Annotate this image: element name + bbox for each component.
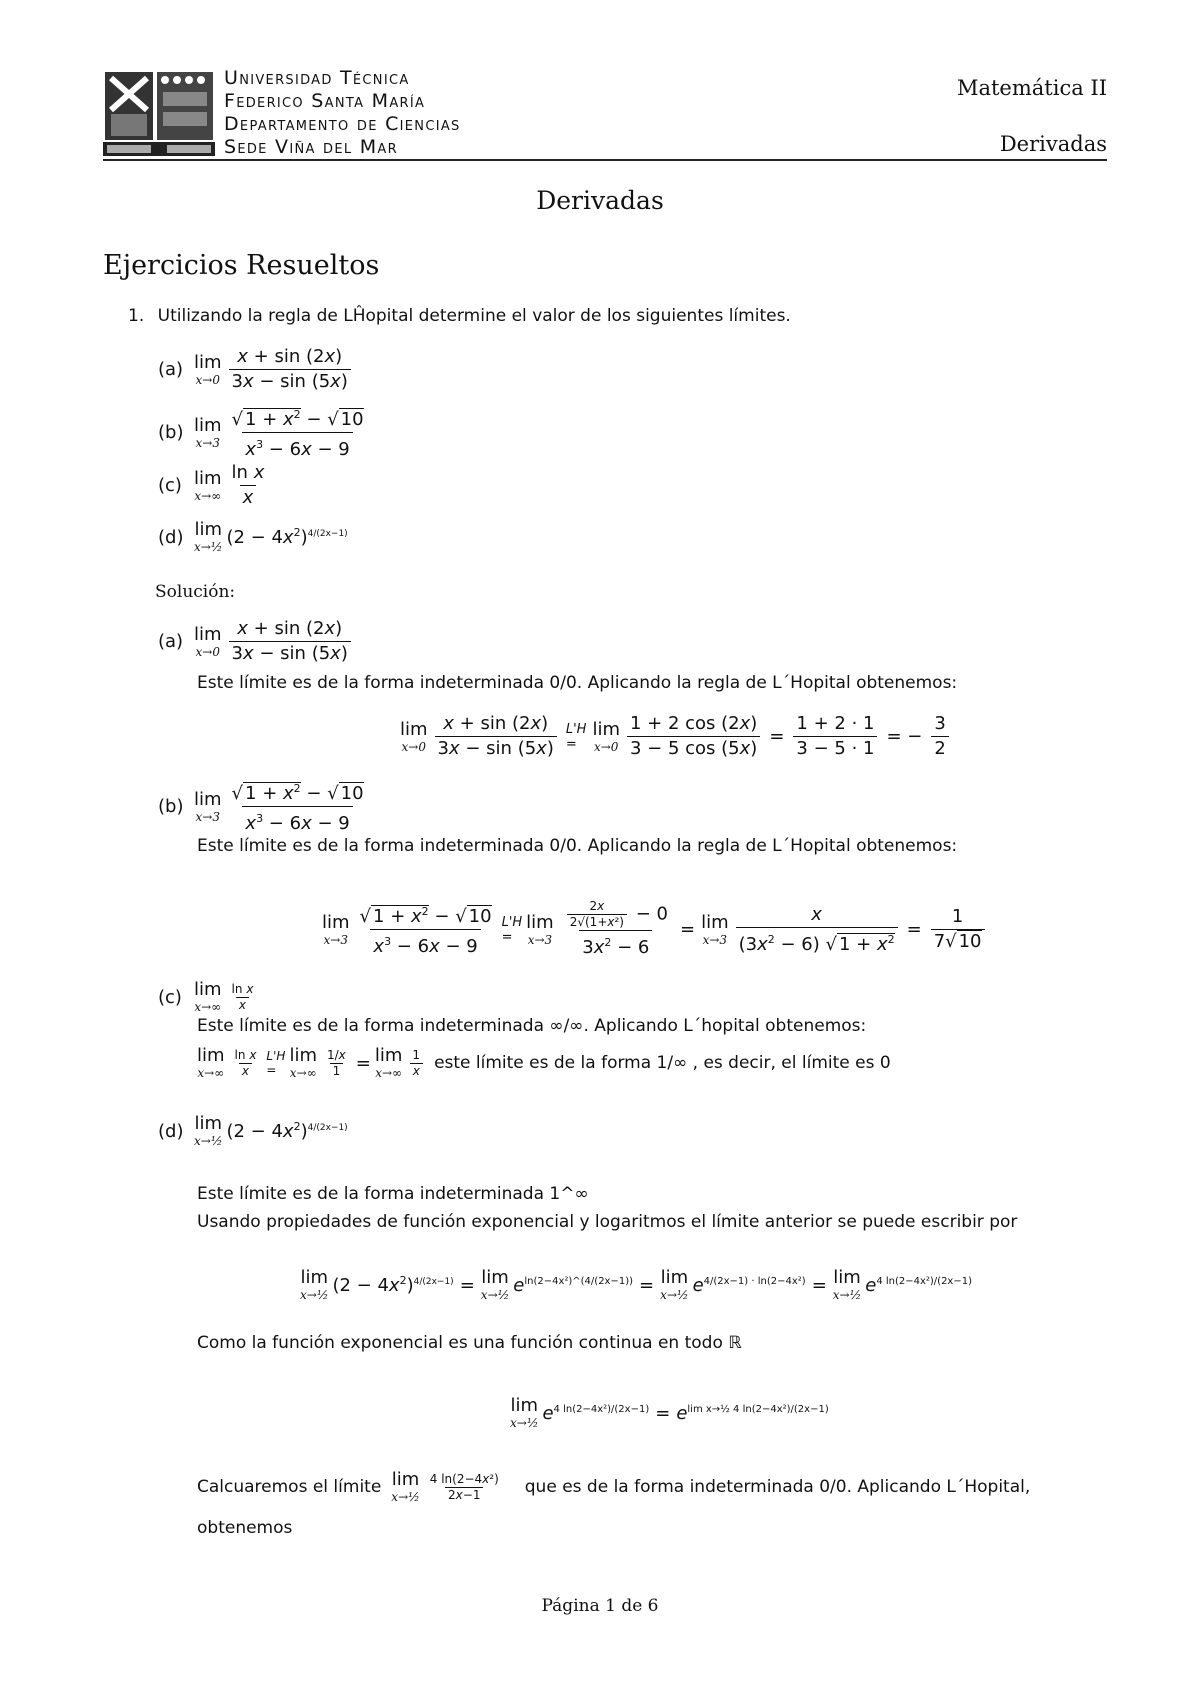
solution-label: Solución: [155, 582, 236, 602]
institution-block [224, 67, 461, 159]
header-rule [103, 159, 1107, 161]
exercise-d: (d) lim x→½ $(2 - 4x^2)^{4/(2x-1)}$ [158, 519, 348, 554]
course-name: Matemática II [956, 76, 1107, 100]
solution-d-text1: Este límite es de la forma indeterminada 1^∞ [197, 1184, 589, 1204]
solution-c-text: Este límite es de la forma indeterminada ∞/∞. Aplicando L´hopital obtenemos: [197, 1016, 867, 1036]
solution-d-equation1: lim x→½ $(2 - 4x^2)^{4/(2x-1)}$ = lim x→½ $e^{ln(2-4x^2)\^{}(4/(2x-1))}$ = lim x→½ $e^{4/(2x-1) \cdot ln(2-4x^2)}$ = lim x→½ $e^{4 ln(2-4x^2)/(2x-1)}$ [300, 1267, 972, 1302]
university-logo [103, 70, 215, 158]
institution-line: Sede Viña del Mar [224, 136, 398, 158]
solution-c-equation: lim x→∞ $\frac{\text{ln x}}{x}$ L'H = lim x→∞ $\frac{1/x}{1}$ = lim x→∞ $\frac{1}{x}$ este límite es de la forma 1/∞ , es decir, el límite es 0 [197, 1045, 891, 1080]
solution-a-equation: lim x→0 $\frac{x + \sin (2x)}{3x - \sin (5x)}$ L'H = lim x→0 $\frac{1 + 2 \cos (2x)}{3 - 5 \cos (5x)}$ = $\frac{1 + 2 \cdot 1}{3 - 5 \cdot 1}$ = − $\frac{3}{2}$ [400, 713, 952, 760]
solution-d-line4: Calcuaremos el límite lim x→½ $\frac{\text{4 ln(2−4x²)}}{2x-1}$ que es de la forma indeterminada 0/0. Aplicando L´Hopital, [197, 1469, 1031, 1504]
solution-d-text5: obtenemos [197, 1518, 293, 1538]
page-footer: Página 1 de 6 [541, 1596, 659, 1616]
solution-b-text: Este límite es de la forma indeterminada 0/0. Aplicando la regla de L´Hopital obtenemos: [197, 836, 958, 856]
solution-d-text3: Como la función exponencial es una función continua en todo ℝ [197, 1333, 742, 1353]
solution-d-header: (d) lim x→½ $(2 - 4x^2)^{4/(2x-1)}$ [158, 1113, 348, 1148]
solution-c-tail: este límite es de la forma 1/∞ , es decir, el límite es 0 [434, 1053, 891, 1073]
solution-d-equation2: lim x→½ $e^{4 ln(2-4x^2)/(2x-1)}$ = $e^{lim x\to\frac{1}{2} 4 ln(2-4x^2)/(2x-1)}$ [510, 1395, 829, 1430]
solution-d-text2: Usando propiedades de función exponencial y logaritmos el límite anterior se puede escribir por [197, 1212, 1018, 1232]
solution-c-header: (c) lim x→∞ $\frac{\text{ln x}}{x}$ [158, 979, 254, 1014]
institution-line: Federico Santa María [224, 90, 426, 112]
solution-b-header: (b) lim x→3 $\frac{√ 1 + x^2 - √ 10}{x^3 - 6x - 9}$ [158, 782, 364, 834]
exercise-c: (c) lim x→∞ $\frac{\text{ln x}}{x}$ [158, 462, 265, 508]
exercise-b: (b) lim x→3 $\frac{√ 1 + x^2 - √ 10}{x^3 - 6x - 9}$ [158, 408, 364, 460]
problem-statement: 1. Utilizando la regla de LĤopital determine el valor de los siguientes límites. [128, 306, 791, 326]
page-title: Derivadas [536, 186, 664, 215]
header-topic: Derivadas [999, 132, 1107, 156]
problem-number: 1. [128, 306, 145, 326]
exercise-a: (a) lim x→0 $\frac{x + \sin (2x)}{3x - \sin (5x)}$ [158, 346, 354, 393]
solution-b-equation: lim x→3 $\frac{√ 1 + x^2 - √ 10}{x^3 - 6x - 9}$ L'H = lim x→3 $\frac{2x}{\text{2√(1+x²)}}$ − 0 $3x^2 - 6$ = lim x→3 $\frac{x}{(3x^2 - 6) √ 1 + x^2}$ = $\frac{1}{7√ 10}$ [322, 900, 988, 959]
institution-line: Departamento de Ciencias [224, 113, 461, 135]
solution-a-text: Este límite es de la forma indeterminada 0/0. Aplicando la regla de L´Hopital obtenemos: [197, 673, 958, 693]
section-heading: Ejercicios Resueltos [103, 250, 380, 281]
institution-line: Universidad Técnica [224, 67, 410, 89]
solution-a-header: (a) lim x→0 $\frac{x + \sin (2x)}{3x - \sin (5x)}$ [158, 618, 354, 665]
